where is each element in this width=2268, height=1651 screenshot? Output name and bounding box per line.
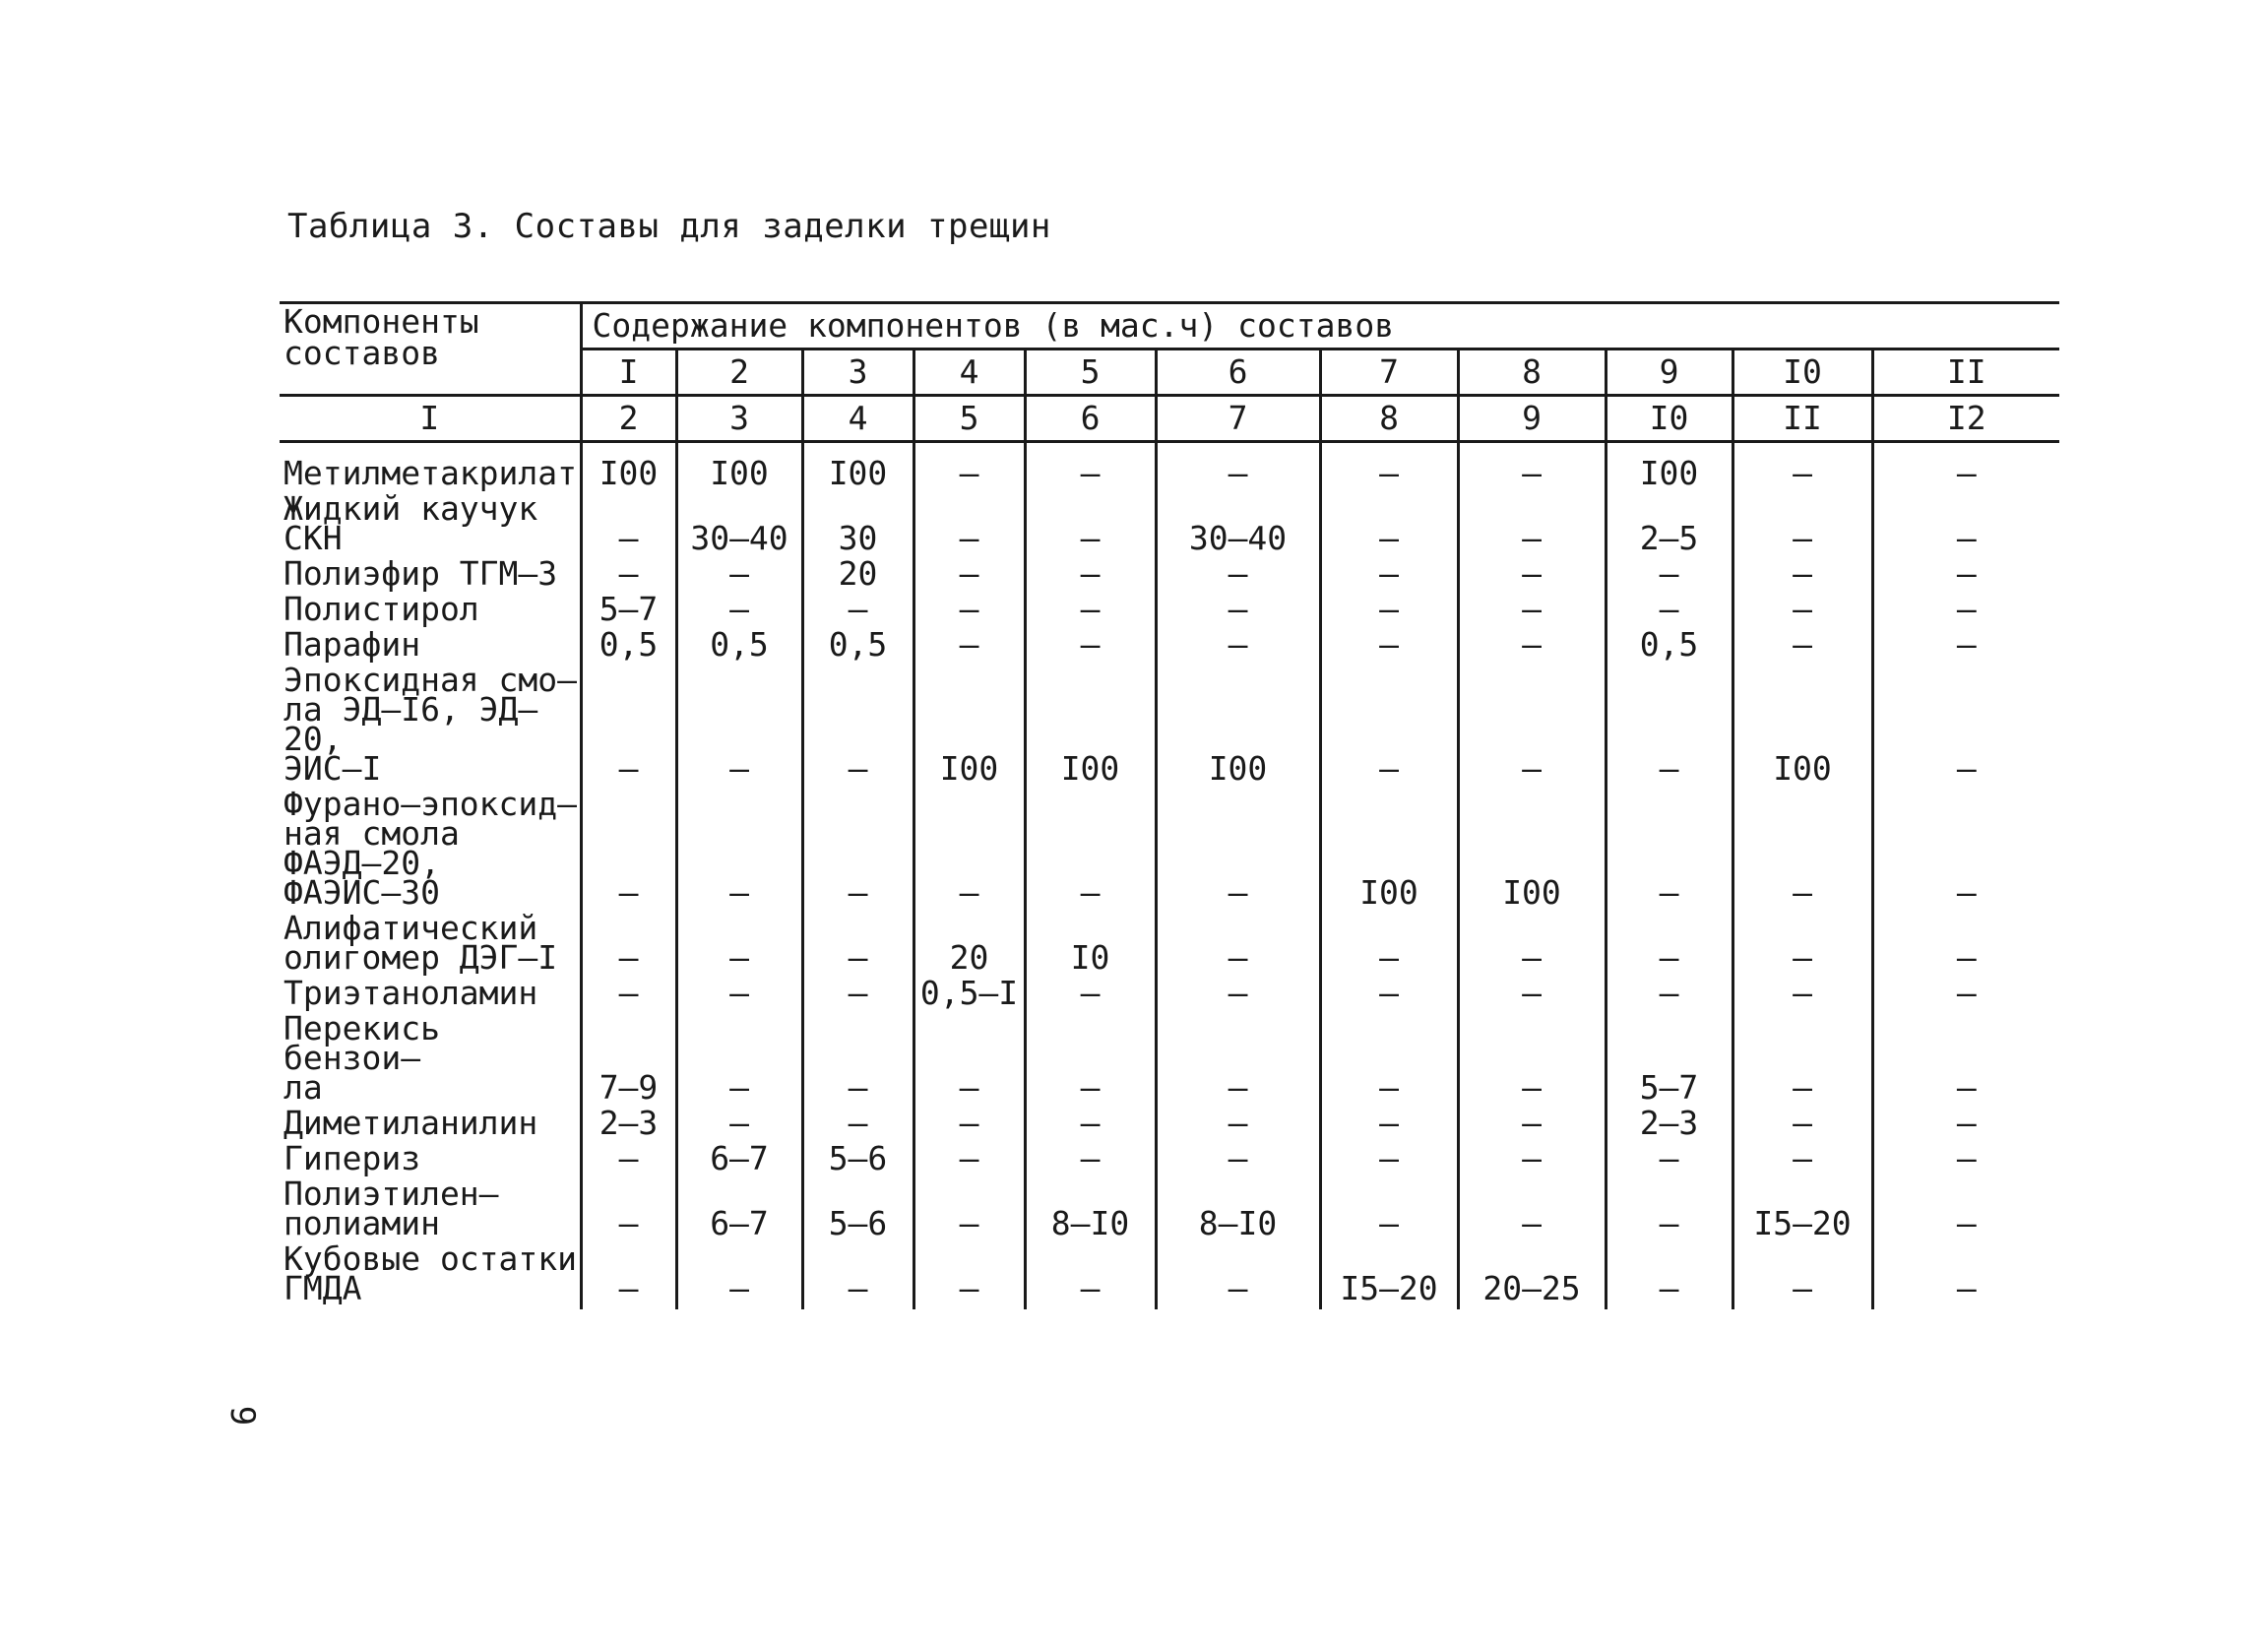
composition-number: I	[581, 349, 676, 396]
value-cell: –	[802, 1109, 914, 1144]
value-cell: –	[676, 979, 802, 1014]
value-cell: –	[1320, 630, 1458, 666]
value-cell: –	[1025, 559, 1156, 595]
component-name-line: Диметиланилин	[284, 1104, 538, 1142]
value-cell: –	[1606, 1144, 1732, 1179]
value-cell: 7–9	[581, 1014, 676, 1109]
value-cell: –	[1320, 595, 1458, 630]
value-cell: –	[1156, 559, 1320, 595]
value-cell: –	[1025, 442, 1156, 495]
column-number: 8	[1320, 396, 1458, 442]
value-cell: –	[581, 790, 676, 914]
table-body	[280, 442, 2059, 1310]
value-cell: –	[581, 494, 676, 559]
value-cell: –	[676, 790, 802, 914]
value-cell: –	[1320, 1179, 1458, 1244]
value-cell: –	[802, 1014, 914, 1109]
component-name-line: полиамин	[284, 1204, 440, 1242]
component-name-line: Парафин	[284, 625, 421, 664]
table-caption: Таблица 3. Составы для заделки трещин	[287, 207, 1051, 246]
value-cell: –	[1872, 1144, 2059, 1179]
value-cell: –	[1025, 494, 1156, 559]
value-cell: –	[1025, 790, 1156, 914]
value-cell: –	[1606, 1244, 1732, 1309]
value-cell: –	[1025, 595, 1156, 630]
value-cell: –	[1458, 630, 1606, 666]
value-cell: –	[1606, 790, 1732, 914]
column-number: I	[280, 396, 581, 442]
value-cell: –	[802, 666, 914, 790]
value-cell: 20–25	[1458, 1244, 1606, 1309]
value-cell: 2–5	[1606, 494, 1732, 559]
value-cell: –	[676, 1244, 802, 1309]
value-cell: –	[802, 1244, 914, 1309]
value-cell: –	[1872, 1179, 2059, 1244]
value-cell: –	[1320, 1109, 1458, 1144]
value-cell: –	[1025, 979, 1156, 1014]
component-name-line: ла ЭД–I6, ЭД–20,	[284, 690, 538, 758]
value-cell: –	[581, 666, 676, 790]
value-cell: 0,5	[676, 630, 802, 666]
value-cell: –	[914, 630, 1025, 666]
value-cell: 30	[802, 494, 914, 559]
value-cell: –	[1320, 666, 1458, 790]
value-cell: 20	[802, 559, 914, 595]
table-row	[280, 442, 2059, 495]
content-header: Содержание компонентов (в мас.ч) составов	[581, 303, 2059, 349]
value-cell: –	[1872, 979, 2059, 1014]
component-name-line: ФАЭИС–30	[284, 873, 440, 912]
value-cell: I00	[914, 666, 1025, 790]
value-cell: I00	[802, 442, 914, 495]
component-name-line: Фурано–эпоксид–	[284, 785, 578, 823]
value-cell: –	[1872, 630, 2059, 666]
value-cell: –	[1606, 979, 1732, 1014]
value-cell: I5–20	[1320, 1244, 1458, 1309]
composition-number: II	[1872, 349, 2059, 396]
value-cell: –	[1025, 1014, 1156, 1109]
composition-number: 4	[914, 349, 1025, 396]
column-number: 7	[1156, 396, 1320, 442]
value-cell: –	[802, 595, 914, 630]
value-cell: –	[581, 559, 676, 595]
component-name-line: Полиэтилен–	[284, 1175, 499, 1213]
value-cell: 5–7	[1606, 1014, 1732, 1109]
value-cell: –	[1732, 914, 1872, 979]
value-cell: –	[1156, 1109, 1320, 1144]
value-cell: –	[1320, 1014, 1458, 1109]
composition-number: 3	[802, 349, 914, 396]
composition-number: 9	[1606, 349, 1732, 396]
value-cell: –	[1732, 790, 1872, 914]
value-cell: –	[1458, 1179, 1606, 1244]
table-row	[280, 494, 2059, 559]
value-cell: –	[1320, 979, 1458, 1014]
value-cell: –	[1025, 630, 1156, 666]
composition-number: 6	[1156, 349, 1320, 396]
components-header-line: составов	[284, 334, 440, 372]
value-cell: –	[581, 1179, 676, 1244]
value-cell: –	[914, 494, 1025, 559]
value-cell: –	[802, 790, 914, 914]
composition-number: 7	[1320, 349, 1458, 396]
value-cell: –	[676, 1014, 802, 1109]
value-cell: –	[1872, 1014, 2059, 1109]
value-cell: 0,5	[1606, 630, 1732, 666]
value-cell: –	[1458, 494, 1606, 559]
value-cell: –	[676, 666, 802, 790]
component-name-line: Полиэфир ТГМ–3	[284, 554, 558, 593]
value-cell: 5–6	[802, 1179, 914, 1244]
compositions-table	[280, 301, 2059, 1309]
value-cell: –	[1458, 666, 1606, 790]
value-cell: –	[1872, 442, 2059, 495]
value-cell: –	[1156, 790, 1320, 914]
value-cell: –	[1606, 666, 1732, 790]
value-cell: 2–3	[1606, 1109, 1732, 1144]
value-cell: 8–I0	[1025, 1179, 1156, 1244]
value-cell: 20	[914, 914, 1025, 979]
value-cell: –	[1872, 1244, 2059, 1309]
value-cell: –	[1732, 1244, 1872, 1309]
value-cell: –	[676, 595, 802, 630]
value-cell: –	[914, 595, 1025, 630]
table-row	[280, 666, 2059, 790]
value-cell: –	[1025, 1109, 1156, 1144]
table-row	[280, 790, 2059, 914]
table-row	[280, 1014, 2059, 1109]
value-cell: –	[1156, 979, 1320, 1014]
value-cell: 8–I0	[1156, 1179, 1320, 1244]
components-header-line: Компоненты	[284, 302, 479, 341]
composition-number: 2	[676, 349, 802, 396]
value-cell: –	[581, 914, 676, 979]
value-cell: I00	[676, 442, 802, 495]
value-cell: –	[1872, 790, 2059, 914]
component-name-line: ГМДА	[284, 1269, 362, 1307]
component-name-line: ФАЭД–20,	[284, 844, 440, 882]
value-cell: 6–7	[676, 1179, 802, 1244]
table-row	[280, 1179, 2059, 1244]
value-cell: 5–7	[581, 595, 676, 630]
value-cell: I00	[1320, 790, 1458, 914]
value-cell: 2–3	[581, 1109, 676, 1144]
component-name-line: олигомер ДЭГ–I	[284, 938, 558, 977]
value-cell: –	[1606, 914, 1732, 979]
page-number: 9	[222, 1405, 263, 1427]
component-name-line: Перекись бензои–	[284, 1009, 440, 1077]
value-cell: –	[1025, 1244, 1156, 1309]
value-cell: I00	[1458, 790, 1606, 914]
value-cell: –	[802, 979, 914, 1014]
value-cell: –	[1320, 559, 1458, 595]
value-cell: –	[581, 1144, 676, 1179]
column-number: 5	[914, 396, 1025, 442]
value-cell: –	[1732, 979, 1872, 1014]
value-cell: –	[1872, 914, 2059, 979]
value-cell: I5–20	[1732, 1179, 1872, 1244]
value-cell: 5–6	[802, 1144, 914, 1179]
value-cell: 0,5	[802, 630, 914, 666]
table-row	[280, 1144, 2059, 1179]
component-name-line: Жидкий каучук	[284, 489, 538, 528]
component-name	[280, 785, 581, 914]
value-cell: –	[1732, 494, 1872, 559]
column-number-row	[280, 396, 2059, 442]
value-cell: –	[676, 914, 802, 979]
column-number: 3	[676, 396, 802, 442]
value-cell: –	[1872, 494, 2059, 559]
value-cell: –	[914, 1014, 1025, 1109]
composition-number: I0	[1732, 349, 1872, 396]
component-name-line: Кубовые остатки	[284, 1239, 578, 1278]
value-cell: I00	[1156, 666, 1320, 790]
component-name-line: Эпоксидная смо–	[284, 661, 578, 699]
table-row	[280, 979, 2059, 1014]
column-number: I2	[1872, 396, 2059, 442]
value-cell: –	[1320, 442, 1458, 495]
value-cell: –	[1025, 1144, 1156, 1179]
value-cell: I00	[1732, 666, 1872, 790]
value-cell: 6–7	[676, 1144, 802, 1179]
value-cell: –	[914, 559, 1025, 595]
value-cell: –	[1458, 442, 1606, 495]
value-cell: –	[914, 1244, 1025, 1309]
component-name	[280, 489, 581, 559]
column-number: II	[1732, 396, 1872, 442]
value-cell: –	[1458, 1144, 1606, 1179]
value-cell: –	[1458, 1109, 1606, 1144]
component-name	[280, 909, 581, 979]
value-cell: –	[914, 790, 1025, 914]
composition-number: 8	[1458, 349, 1606, 396]
component-name	[280, 1009, 581, 1109]
value-cell: I0	[1025, 914, 1156, 979]
value-cell: –	[1872, 595, 2059, 630]
value-cell: –	[1872, 559, 2059, 595]
value-cell: –	[1156, 1014, 1320, 1109]
value-cell: –	[1320, 494, 1458, 559]
value-cell: –	[1156, 630, 1320, 666]
value-cell: –	[581, 1244, 676, 1309]
value-cell: –	[1156, 914, 1320, 979]
value-cell: –	[1458, 595, 1606, 630]
component-name-line: ЭИС–I	[284, 749, 382, 788]
table-row	[280, 914, 2059, 979]
column-number: 2	[581, 396, 676, 442]
value-cell: –	[1732, 595, 1872, 630]
value-cell: –	[1732, 442, 1872, 495]
value-cell: –	[676, 1109, 802, 1144]
column-number: 6	[1025, 396, 1156, 442]
component-name-line: ла	[284, 1068, 323, 1107]
value-cell: –	[1732, 1144, 1872, 1179]
value-cell: –	[1458, 1014, 1606, 1109]
value-cell: –	[914, 442, 1025, 495]
value-cell: –	[1606, 559, 1732, 595]
column-number: 4	[802, 396, 914, 442]
value-cell: –	[1156, 442, 1320, 495]
value-cell: I00	[1606, 442, 1732, 495]
value-cell: –	[1458, 979, 1606, 1014]
value-cell: –	[1732, 559, 1872, 595]
value-cell: –	[1732, 1014, 1872, 1109]
value-cell: –	[1458, 914, 1606, 979]
table-row	[280, 1244, 2059, 1309]
value-cell: I00	[1025, 666, 1156, 790]
value-cell: –	[676, 559, 802, 595]
component-name-line: СКН	[284, 519, 343, 557]
value-cell: –	[802, 914, 914, 979]
value-cell: –	[1156, 1144, 1320, 1179]
value-cell: 0,5–I	[914, 979, 1025, 1014]
value-cell: –	[1732, 1109, 1872, 1144]
value-cell: 30–40	[1156, 494, 1320, 559]
value-cell: –	[581, 979, 676, 1014]
value-cell: –	[914, 1144, 1025, 1179]
component-name-line: Метилметакрилат	[284, 454, 578, 492]
column-number: 9	[1458, 396, 1606, 442]
component-name-line: Триэтаноламин	[284, 974, 538, 1012]
value-cell: –	[1156, 1244, 1320, 1309]
component-name-line: Гипериз	[284, 1139, 421, 1177]
value-cell: 0,5	[581, 630, 676, 666]
component-name-line: ная смола	[284, 814, 460, 853]
component-name-line: Алифатический	[284, 909, 538, 947]
value-cell: –	[914, 1179, 1025, 1244]
value-cell: –	[1606, 1179, 1732, 1244]
value-cell: –	[1458, 559, 1606, 595]
header-row-content	[280, 303, 2059, 349]
value-cell: –	[1606, 595, 1732, 630]
component-name	[280, 661, 581, 790]
component-name-line: Полистирол	[284, 590, 479, 628]
value-cell: –	[914, 1109, 1025, 1144]
value-cell: –	[1320, 1144, 1458, 1179]
value-cell: 30–40	[676, 494, 802, 559]
value-cell: –	[1872, 1109, 2059, 1144]
composition-number: 5	[1025, 349, 1156, 396]
value-cell: –	[1320, 914, 1458, 979]
column-number: I0	[1606, 396, 1732, 442]
component-name	[280, 1239, 581, 1309]
component-name	[280, 442, 581, 495]
value-cell: –	[1732, 630, 1872, 666]
value-cell: –	[1872, 666, 2059, 790]
value-cell: I00	[581, 442, 676, 495]
components-header	[280, 303, 581, 396]
value-cell: –	[1156, 595, 1320, 630]
component-name	[280, 1175, 581, 1244]
